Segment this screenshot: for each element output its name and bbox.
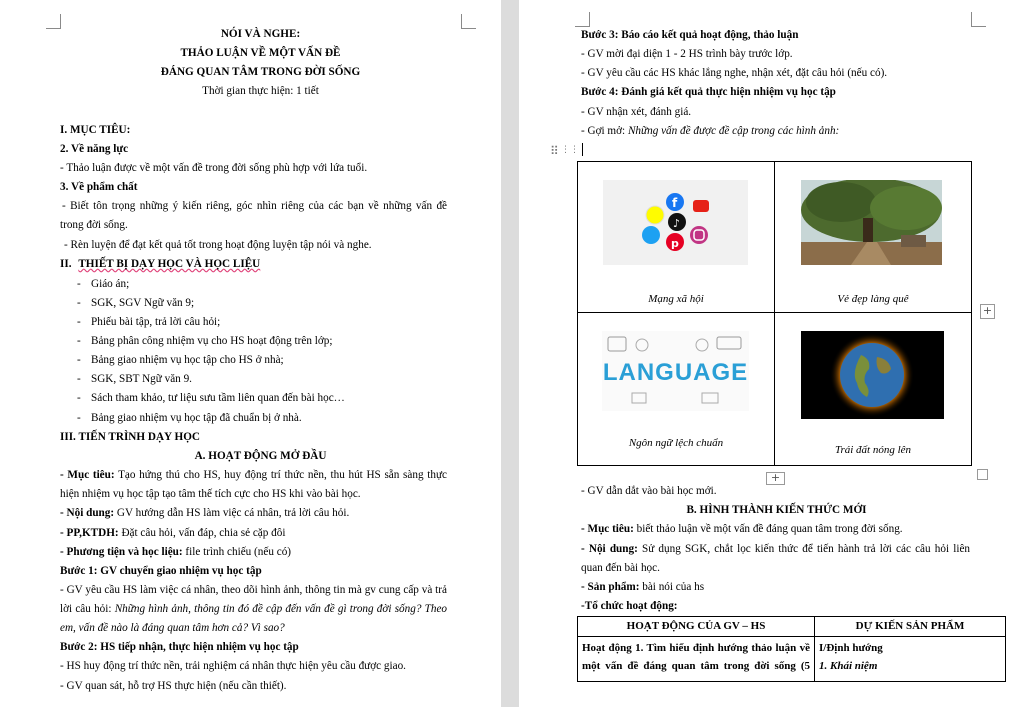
step-1-heading: Bước 1: GV chuyển giao nhiệm vụ học tập bbox=[60, 565, 262, 577]
organize-activity-label: -Tổ chức hoạt động: bbox=[581, 600, 678, 612]
list-item: Bảng giao nhiệm vụ học tập đã chuẩn bị ở nhà. bbox=[91, 412, 302, 424]
table-header-activity: HOẠT ĐỘNG CỦA GV – HS bbox=[578, 617, 815, 637]
bullet-dash: - bbox=[77, 335, 81, 347]
language-word: LANGUAGE bbox=[602, 359, 749, 387]
text: Đặt câu hỏi, vấn đáp, chia sẻ cặp đôi bbox=[121, 527, 286, 539]
paragraph bbox=[581, 522, 903, 536]
instagram-icon bbox=[690, 226, 708, 244]
heading-title-3: ĐÁNG QUAN TÂM TRONG ĐỜI SỐNG bbox=[160, 66, 361, 78]
section-a-heading: A. HOẠT ĐỘNG MỞ ĐẦU bbox=[194, 450, 327, 462]
paragraph bbox=[60, 526, 285, 540]
paragraph bbox=[60, 468, 447, 482]
text: Tạo hứng thú cho HS, huy động trí thức nền, thu hút HS sẵn sàng thực bbox=[118, 469, 447, 481]
table-cell-activity bbox=[578, 637, 815, 682]
paragraph bbox=[581, 580, 704, 594]
text: bài nói của hs bbox=[642, 581, 705, 593]
paragraph: - GV mời đại diện 1 - 2 HS trình bày trước lớp. bbox=[581, 48, 793, 60]
cell-line: 1. Khái niệm bbox=[819, 660, 878, 672]
snapchat-icon bbox=[646, 206, 664, 224]
section-process: III. TIẾN TRÌNH DẠY HỌC bbox=[60, 431, 200, 443]
text: GV hướng dẫn HS làm việc cá nhân, trả lời câu hỏi. bbox=[116, 507, 350, 519]
paragraph: em, vấn đề nào là đáng quan tâm hơn cả? Vì sao? bbox=[60, 622, 285, 634]
list-item: Giáo án; bbox=[91, 278, 130, 290]
paragraph: - GV quan sát, hỗ trợ HS thực hiện (nếu cần thiết). bbox=[60, 680, 287, 692]
label: - Nội dung: bbox=[581, 543, 638, 555]
italic-text: Những vấn đề được đề cập trong các hình ảnh: bbox=[627, 125, 840, 137]
section-b-heading: B. HÌNH THÀNH KIẾN THỨC MỚI bbox=[686, 504, 867, 516]
image-cell-earth bbox=[775, 313, 972, 466]
paragraph bbox=[60, 545, 291, 559]
bullet-dash: - bbox=[77, 297, 81, 309]
table-cell-product bbox=[815, 637, 1006, 682]
activity-table bbox=[577, 616, 1006, 682]
cell-line: Hoạt động 1. Tìm hiểu định hướng thảo luận về bbox=[582, 642, 810, 654]
paragraph: - GV yêu cầu HS làm việc cá nhân, theo dõi hình ảnh, thông tin mà gv cung cấp và trả bbox=[60, 584, 447, 596]
social-media-image bbox=[603, 180, 748, 265]
list-item: SGK, SGV Ngữ văn 9; bbox=[91, 297, 195, 309]
paragraph bbox=[60, 506, 349, 520]
paragraph: - GV dẫn dắt vào bài học mới. bbox=[581, 485, 717, 497]
label: - Mục tiêu: bbox=[581, 523, 634, 535]
document-page-left bbox=[0, 0, 501, 707]
list-item: Sách tham khảo, tư liệu sưu tầm liên quan đến bài học… bbox=[91, 392, 345, 404]
label: - Nội dung: bbox=[60, 507, 115, 519]
label: - PP,KTDH: bbox=[60, 527, 119, 539]
margin-corner-mark bbox=[971, 12, 986, 27]
burning-earth-image bbox=[801, 331, 944, 419]
section-number: II. bbox=[60, 258, 72, 270]
image-cell-social-media bbox=[578, 162, 775, 313]
paragraph: - GV yêu cầu các HS khác lắng nghe, nhận xét, đặt câu hỏi (nếu có). bbox=[581, 67, 888, 79]
text: biết thảo luận về một vấn đề đáng quan tâm trong đời sống. bbox=[636, 523, 903, 535]
step-3-heading: Bước 3: Báo cáo kết quả hoạt động, thảo luận bbox=[581, 29, 799, 41]
time-line: Thời gian thực hiện: 1 tiết bbox=[202, 85, 319, 97]
text: lời câu hỏi: bbox=[60, 603, 112, 615]
bullet-dash: - bbox=[77, 412, 81, 424]
heading-title-1: NÓI VÀ NGHE: bbox=[220, 28, 301, 40]
table-move-handle-icon[interactable]: ⠿ bbox=[550, 144, 559, 158]
svg-text:♪: ♪ bbox=[673, 217, 681, 230]
add-column-button[interactable]: + bbox=[980, 304, 995, 319]
italic-text: Những hình ảnh, thông tin đó đề cập đến vấn đề gì trong đời sống? Theo bbox=[114, 603, 448, 615]
heading-title-2: THẢO LUẬN VỀ MỘT VẤN ĐỀ bbox=[180, 47, 341, 59]
image-cell-village bbox=[775, 162, 972, 313]
table-resize-handle-icon[interactable] bbox=[977, 469, 988, 480]
paragraph: - Biết tôn trọng những ý kiến riêng, góc nhìn riêng của các bạn về những vấn đề bbox=[62, 200, 447, 212]
bullet-dash: - bbox=[77, 392, 81, 404]
list-item: Bảng phân công nhiệm vụ cho HS hoạt động trên lớp; bbox=[91, 335, 333, 347]
paragraph: - Rèn luyện để đạt kết quả tốt trong hoạt động luyện tập nói và nghe. bbox=[64, 239, 372, 251]
margin-corner-mark bbox=[461, 14, 476, 29]
paragraph bbox=[60, 602, 447, 616]
cell-line: một vấn đề đáng quan tâm trong đời sống (5 bbox=[582, 660, 810, 672]
social-media-icons bbox=[603, 180, 748, 265]
image-caption: Vẻ đẹp làng quê bbox=[837, 293, 909, 305]
paragraph bbox=[581, 124, 839, 138]
text-cursor bbox=[582, 143, 583, 156]
subsection-competence: 2. Về năng lực bbox=[60, 143, 129, 155]
paragraph: quan đến bài học. bbox=[581, 562, 660, 574]
paragraph bbox=[581, 542, 970, 556]
svg-text:f: f bbox=[672, 196, 678, 210]
paragraph: - Thảo luận được về một vấn đề trong đời sống phù hợp với lứa tuổi. bbox=[60, 162, 368, 174]
table-header-product: DỰ KIẾN SẢN PHẨM bbox=[815, 617, 1006, 637]
twitter-icon bbox=[642, 226, 660, 244]
section-objectives: I. MỤC TIÊU: bbox=[60, 124, 131, 136]
bullet-dash: - bbox=[77, 278, 81, 290]
village-scene bbox=[801, 180, 942, 265]
paragraph: - HS huy động trí thức nền, trải nghiệm cá nhân thực hiện yêu cầu được giao. bbox=[60, 660, 406, 672]
earth-graphic bbox=[801, 331, 944, 419]
village-landscape-image bbox=[801, 180, 942, 265]
document-page-right bbox=[519, 0, 1029, 707]
cell-line: I/Định hướng bbox=[819, 642, 883, 654]
bullet-dash: - bbox=[77, 373, 81, 385]
image-table bbox=[577, 161, 972, 466]
bullet-dash: - bbox=[77, 316, 81, 328]
image-caption: Trái đất nóng lên bbox=[834, 444, 912, 457]
svg-text:p: p bbox=[671, 237, 679, 250]
paragraph: trong đời sống. bbox=[60, 219, 128, 231]
text: Sử dụng SGK, chắt lọc kiến thức để tiến hành trả lời các câu hỏi liên bbox=[641, 543, 971, 555]
text: file trình chiếu (nếu có) bbox=[185, 546, 292, 558]
list-item: SGK, SBT Ngữ văn 9. bbox=[91, 373, 192, 385]
label: - Phương tiện và học liệu: bbox=[60, 546, 183, 558]
label: - Sản phẩm: bbox=[581, 581, 640, 593]
list-item: Phiếu bài tập, trả lời câu hỏi; bbox=[91, 316, 221, 328]
margin-corner-mark bbox=[575, 12, 590, 27]
image-cell-language bbox=[578, 313, 775, 466]
youtube-icon bbox=[693, 200, 709, 212]
section-equipment-title: THIẾT BỊ DẠY HỌC VÀ HỌC LIỆU bbox=[78, 258, 261, 270]
list-item: Bảng giao nhiệm vụ học tập cho HS ở nhà; bbox=[91, 354, 284, 366]
paragraph: hiện nhiệm vụ học tập tạo tâm thế tích cực cho HS khi vào bài học. bbox=[60, 488, 361, 500]
margin-corner-mark bbox=[46, 14, 61, 29]
text: - Gợi mở: bbox=[581, 125, 626, 137]
label: - Mục tiêu: bbox=[60, 469, 115, 481]
image-caption: Mạng xã hội bbox=[648, 293, 704, 305]
subsection-qualities: 3. Về phẩm chất bbox=[60, 181, 138, 193]
section-equipment bbox=[60, 257, 260, 271]
language-image bbox=[602, 331, 749, 411]
bullet-dash: - bbox=[77, 354, 81, 366]
step-2-heading: Bước 2: HS tiếp nhận, thực hiện nhiệm vụ học tập bbox=[60, 641, 299, 653]
step-4-heading: Bước 4: Đánh giá kết quả thực hiện nhiệm vụ học tập bbox=[581, 86, 836, 98]
drag-dots-icon[interactable]: ⋮⋮ bbox=[561, 145, 579, 155]
add-row-button[interactable]: + bbox=[766, 472, 785, 485]
image-caption: Ngôn ngữ lệch chuẩn bbox=[628, 437, 724, 450]
paragraph: - GV nhận xét, đánh giá. bbox=[581, 106, 692, 118]
